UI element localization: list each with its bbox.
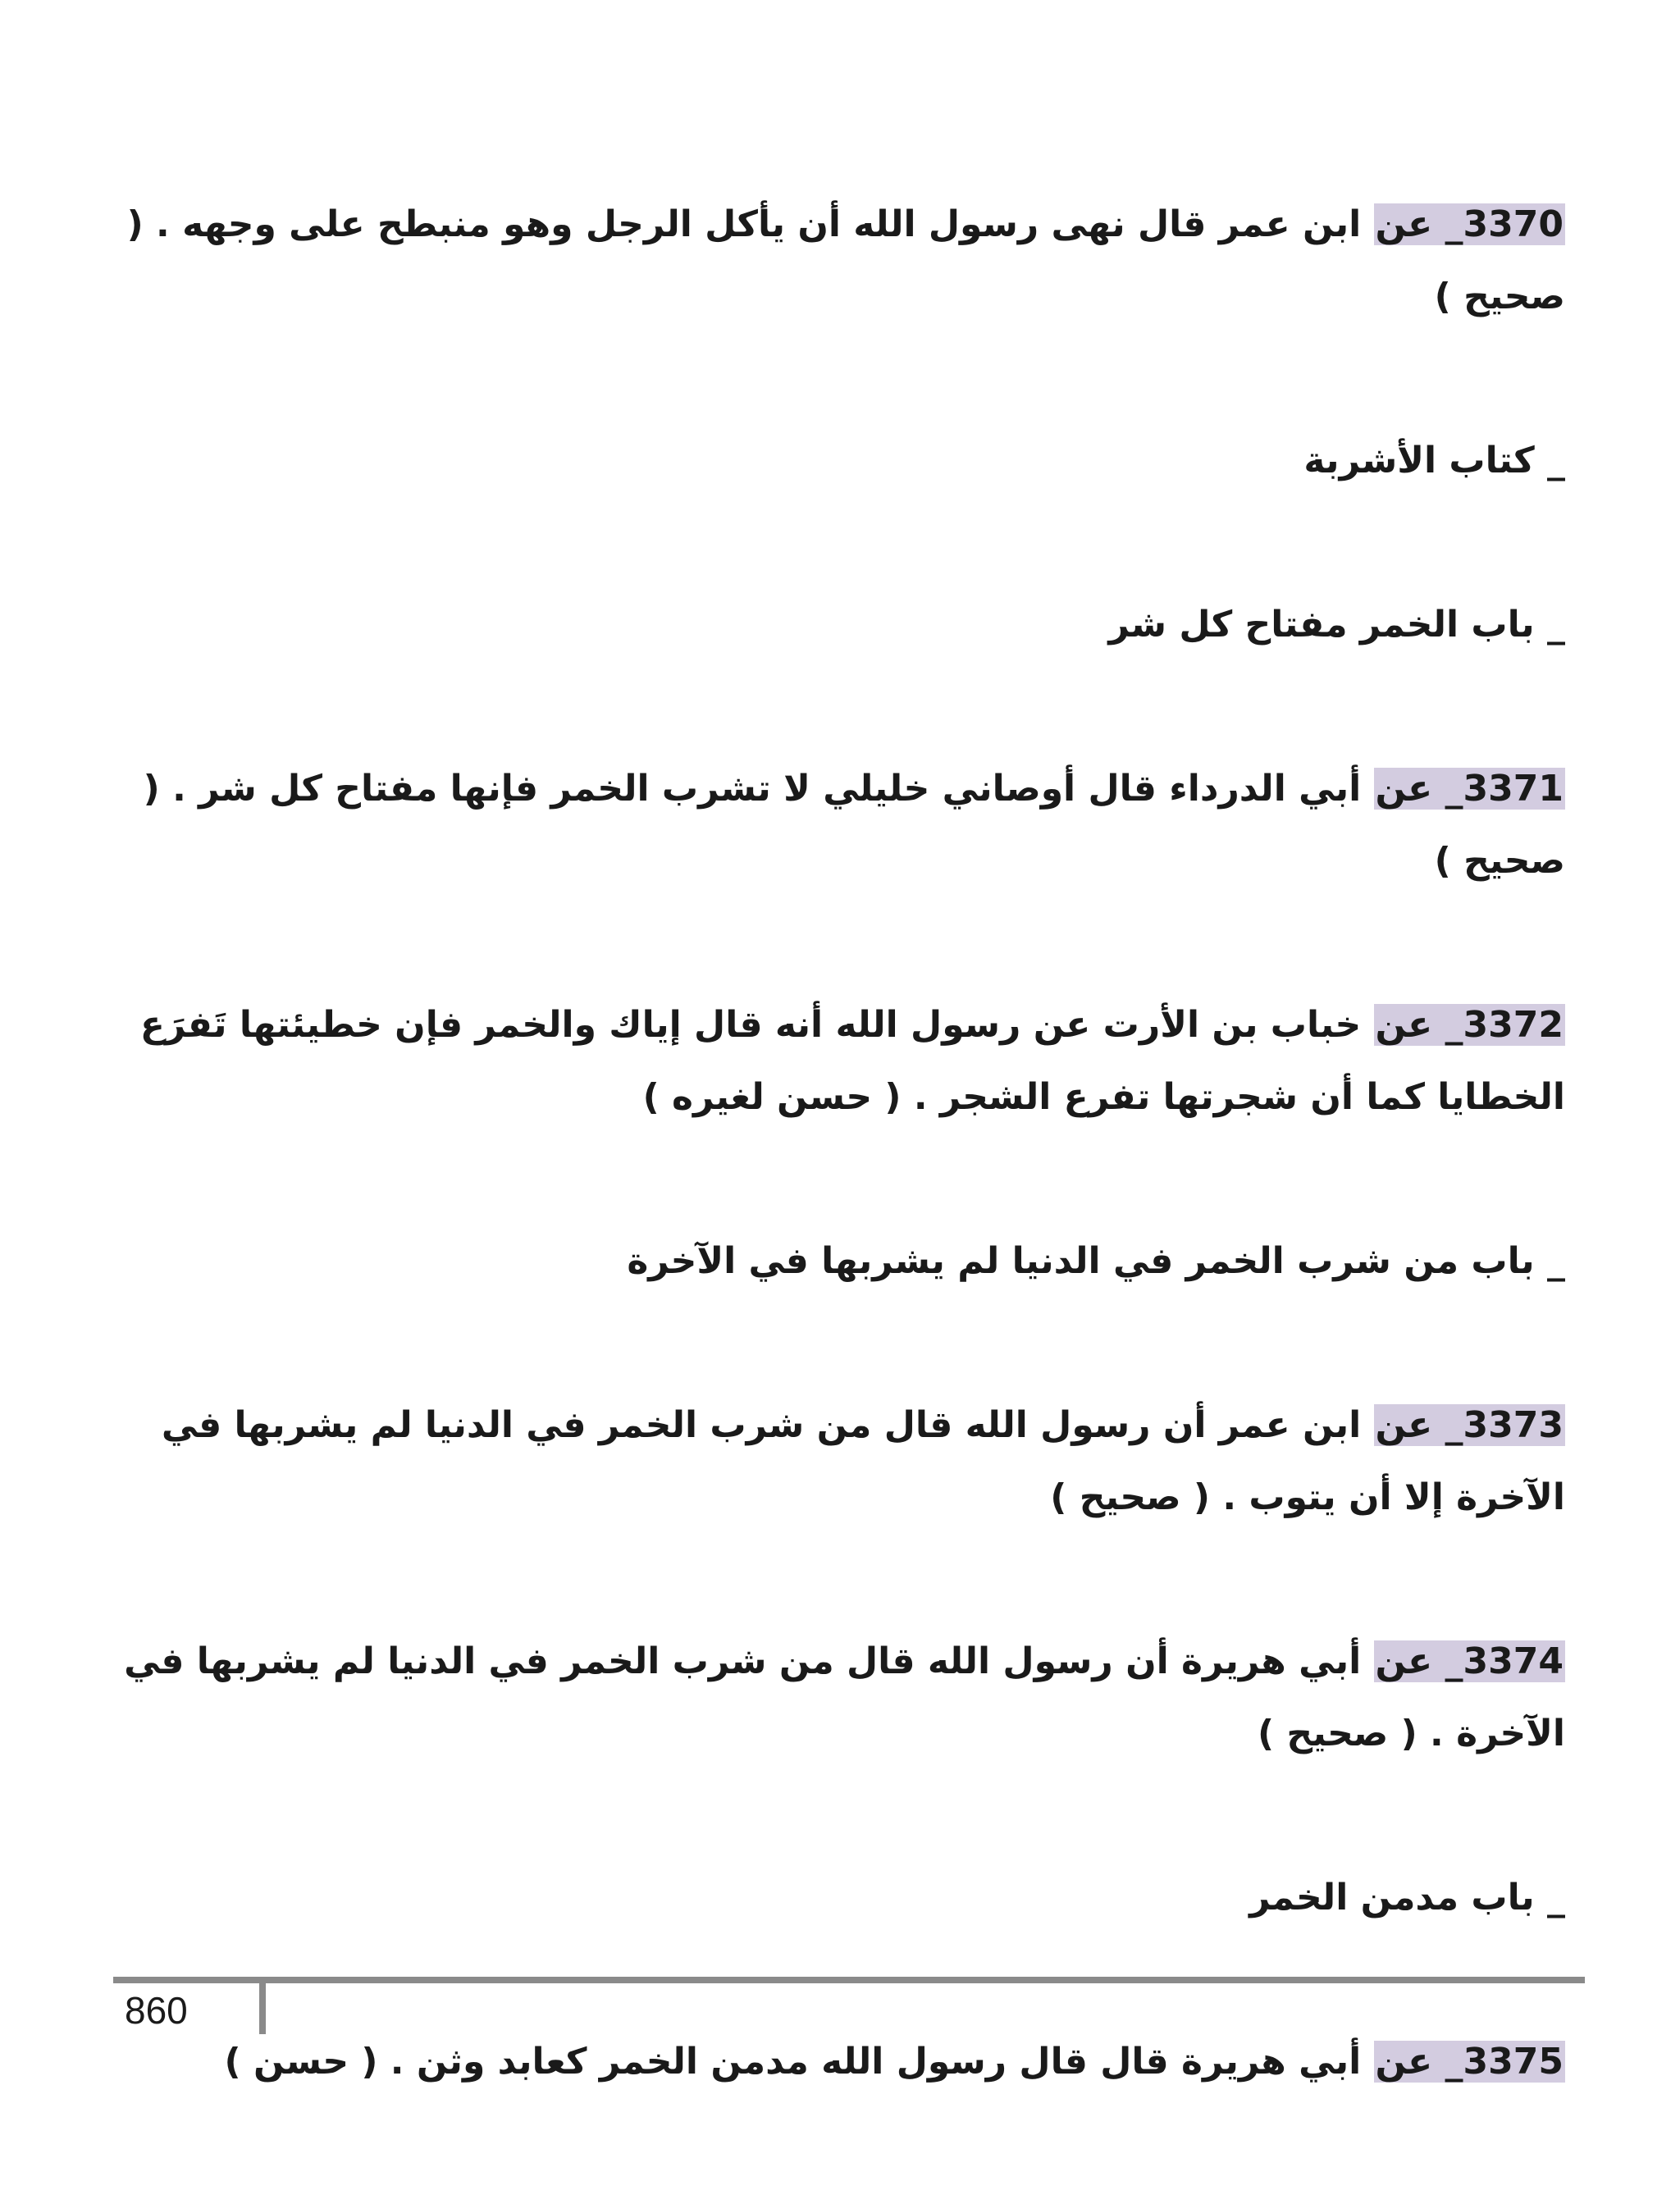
hadith-number-highlight xyxy=(1374,1004,1565,1046)
hadith-number: 3375 xyxy=(1463,2041,1564,2083)
hadith-text: أبي الدرداء قال أوصاني خليلي لا تشرب الخمر فإنها مفتاح كل شر . ( صحيح ) xyxy=(143,768,1565,882)
hadith-number: 3370 xyxy=(1463,203,1564,245)
hadith-number-highlight xyxy=(1374,1640,1565,1682)
hadith-lead: _ عن xyxy=(1375,203,1463,245)
hadith-3372 xyxy=(105,989,1565,1134)
footer-tick xyxy=(259,1983,266,2034)
hadith-number-highlight xyxy=(1374,768,1565,810)
hadith-3373 xyxy=(105,1389,1565,1534)
hadith-number: 3372 xyxy=(1463,1004,1564,1046)
hadith-lead: _ عن xyxy=(1375,1404,1463,1446)
hadith-text: ابن عمر قال نهى رسول الله أن يأكل الرجل وهو منبطح على وجهه . ( صحيح ) xyxy=(126,203,1565,317)
hadith-3374 xyxy=(105,1626,1565,1770)
hadith-text: ابن عمر أن رسول الله قال من شرب الخمر في الدنيا لم يشربها في الآخرة إلا أن يتوب . ( صحيح ) xyxy=(161,1404,1565,1518)
page-content xyxy=(105,189,1565,2190)
hadith-number-highlight xyxy=(1374,1404,1565,1446)
hadith-lead: _ عن xyxy=(1375,768,1463,810)
hadith-3375 xyxy=(105,2026,1565,2098)
hadith-lead: _ عن xyxy=(1375,2041,1463,2083)
hadith-text: أبي هريرة قال قال رسول الله مدمن الخمر كعابد وثن . ( حسن ) xyxy=(224,2041,1374,2083)
hadith-3370 xyxy=(105,189,1565,333)
hadith-number: 3374 xyxy=(1463,1640,1564,1682)
section-heading-book-drinks: _ كتاب الأشربة xyxy=(1303,440,1565,481)
section-heading-habitual-drinker: _ باب مدمن الخمر xyxy=(1249,1877,1565,1919)
hadith-number-highlight xyxy=(1374,203,1565,245)
hadith-number-highlight xyxy=(1374,2041,1565,2083)
hadith-number: 3373 xyxy=(1463,1404,1564,1446)
section-heading-drinking-in-world: _ باب من شرب الخمر في الدنيا لم يشربها في الآخرة xyxy=(627,1240,1565,1282)
page-number: 860 xyxy=(125,1989,188,2032)
section-heading-wine-key-of-evil: _ باب الخمر مفتاح كل شر xyxy=(1108,604,1565,646)
hadith-text: أبي هريرة أن رسول الله قال من شرب الخمر في الدنيا لم يشربها في الآخرة . ( صحيح ) xyxy=(124,1640,1565,1754)
hadith-lead: _ عن xyxy=(1375,1004,1463,1046)
hadith-lead: _ عن xyxy=(1375,1640,1463,1682)
hadith-3371 xyxy=(105,753,1565,897)
footer-rule xyxy=(113,1977,1585,1983)
hadith-text: خباب بن الأرت عن رسول الله أنه قال إياك والخمر فإن خطيئتها تَفرَع الخطايا كما أن شجرتها تفرع الشجر . ( حسن لغيره ) xyxy=(139,1004,1565,1118)
hadith-number: 3371 xyxy=(1463,768,1564,810)
